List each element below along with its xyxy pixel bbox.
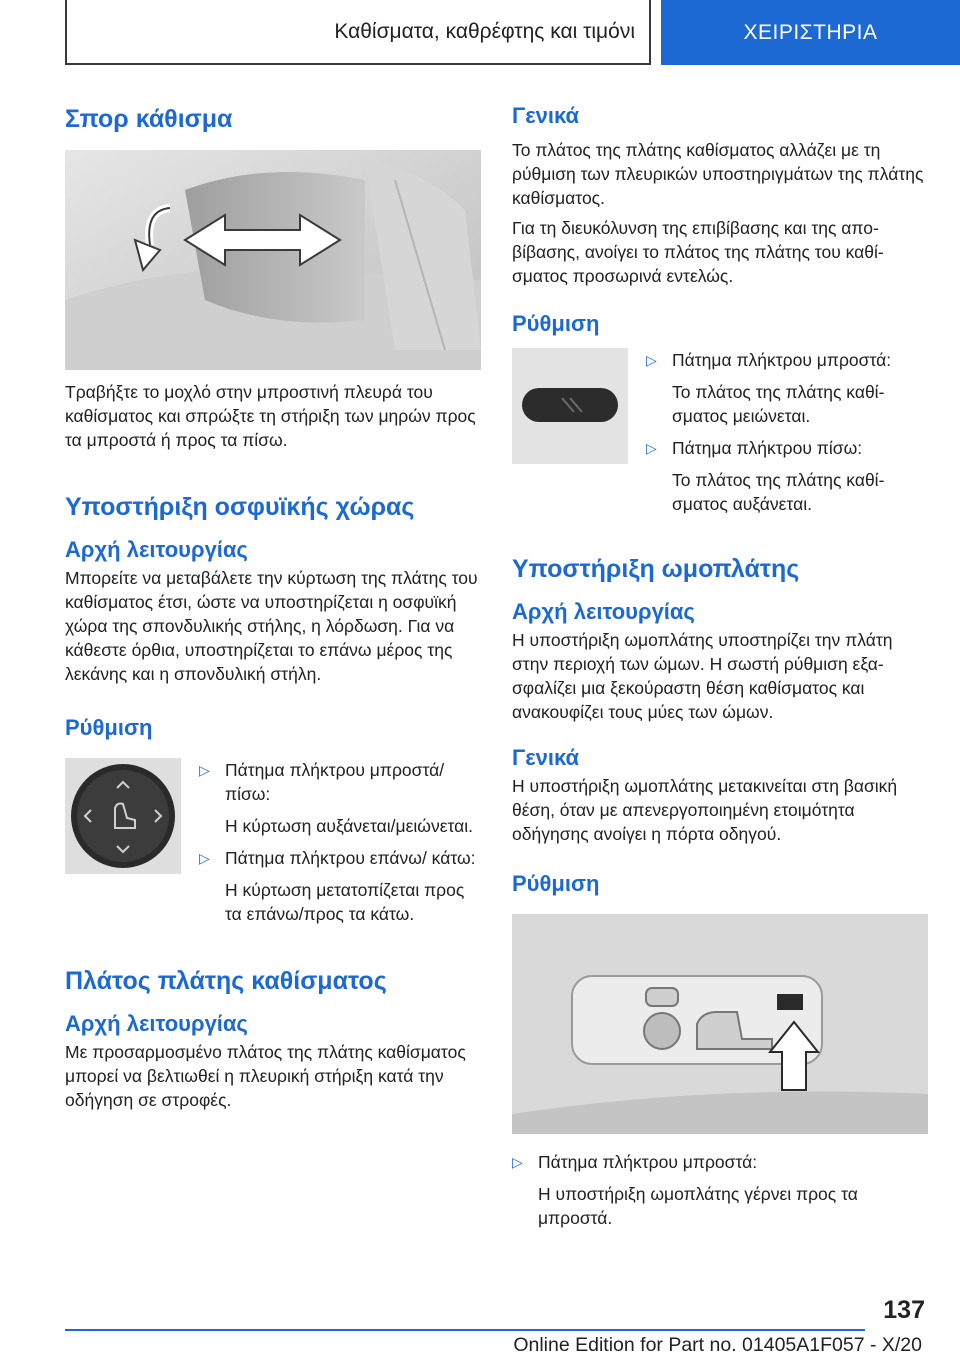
step-result: Η υποστήριξη ωμοπλάτης γέρνει προς τα μπροστά. — [538, 1184, 858, 1228]
shoulder-principle-heading: Αρχή λειτουργίας — [512, 599, 695, 624]
shoulder-heading: Υποστήριξη ωμοπλάτης — [512, 555, 800, 583]
list-item — [512, 1150, 928, 1230]
lumbar-principle-text: Μπορείτε να μεταβάλετε την κύρτωση της πλάτης του καθίσματος έτσι, ώστε να υποστηρίζεται η οσφυϊκή χώρα της σπονδυλικής στήλης, η λόρδωση. Για να κάθεστε όρθια, υποστηρίζεται το επάνω μέρος της λεκάνης και η σπονδυλική στήλη. — [65, 568, 478, 684]
footer-divider — [65, 1329, 865, 1331]
sport-seat-heading: Σπορ κάθισμα — [65, 105, 233, 133]
triangle-bullet-icon: ▷ — [199, 762, 210, 778]
general-text-1: Το πλάτος της πλάτης καθίσματος αλλάζει με τη ρύθμιση των πλευρικών υποστηριγμάτων της πλάτης καθίσματος. — [512, 140, 924, 208]
shoulder-general-heading: Γενικά — [512, 745, 580, 770]
seat-thigh-support-illustration — [65, 150, 481, 370]
lumbar-steps — [199, 758, 481, 926]
shoulder-general-text: Η υποστήριξη ωμοπλάτης μετακινείται στη βασική θέση, όταν με απενεργοποιημένη ετοιμότητα οδήγησης ανοίγει η πόρτα οδηγού. — [512, 776, 898, 844]
step-action: Πάτημα πλήκτρου επάνω/ κάτω: — [225, 848, 476, 868]
width-instructions — [512, 348, 928, 516]
general-heading: Γενικά — [512, 103, 580, 128]
triangle-bullet-icon: ▷ — [512, 1154, 523, 1170]
list-item — [199, 758, 481, 838]
chapter-title: Καθίσματα, καθρέφτης και τιμόνι — [334, 19, 635, 43]
backrest-principle-text: Με προσαρμοσμένο πλάτος της πλάτης καθίσματος μπορεί να βελτιωθεί η πλευρική στήριξη κατά την οδήγηση σε στροφές. — [65, 1042, 466, 1110]
triangle-bullet-icon: ▷ — [646, 440, 657, 456]
shoulder-principle-text: Η υποστήριξη ωμοπλάτης υποστηρίζει την πλάτη στην περιοχή των ώμων. Η σωστή ρύθμιση εξασφαλίζει μια ξεκούραστη θέση καθίσματος και ανακουφίζει τους μύες των ώμων. — [512, 630, 893, 722]
step-action: Πάτημα πλήκτρου μπροστά/ πίσω: — [225, 760, 445, 804]
left-column — [65, 100, 481, 1112]
shoulder-control-photo — [512, 914, 928, 1134]
triangle-bullet-icon: ▷ — [199, 850, 210, 866]
sport-seat-photo — [65, 150, 481, 370]
step-action: Πάτημα πλήκτρου πίσω: — [672, 438, 863, 458]
list-item — [199, 846, 481, 926]
width-control-image — [512, 348, 628, 464]
section-tab — [661, 0, 960, 65]
right-column — [512, 100, 928, 1230]
width-adjust-heading: Ρύθμιση — [512, 311, 600, 336]
chapter-header — [65, 0, 651, 65]
step-result: Το πλάτος της πλάτης καθίσματος μειώνεται. — [672, 382, 885, 426]
four-way-button-icon — [65, 758, 181, 874]
step-result: Η κύρτωση αυξάνεται/μειώνεται. — [225, 816, 474, 836]
triangle-bullet-icon: ▷ — [646, 352, 657, 368]
step-result: Η κύρτωση μετατοπίζεται προς τα επάνω/προς τα κάτω. — [225, 880, 465, 924]
list-item — [646, 348, 928, 428]
lumbar-principle-heading: Αρχή λειτουργίας — [65, 537, 248, 562]
lumbar-instructions — [65, 758, 481, 926]
seat-controls-illustration — [512, 914, 928, 1134]
edition-footer: Online Edition for Part no. 01405A1F057 - X/20 — [513, 1334, 922, 1356]
general-text-2: Για τη διευκόλυνση της επιβίβασης και της αποβίβασης, ανοίγει το πλάτος της πλάτης του καθίσματος προσωρινά εντελώς. — [512, 218, 884, 286]
step-action: Πάτημα πλήκτρου μπροστά: — [538, 1152, 758, 1172]
section-tab-label: ΧΕΙΡΙΣΤΗΡΙΑ — [743, 20, 878, 44]
step-action: Πάτημα πλήκτρου μπροστά: — [672, 350, 892, 370]
lumbar-heading: Υποστήριξη οσφυϊκής χώρας — [65, 493, 415, 521]
lumbar-adjust-heading: Ρύθμιση — [65, 715, 153, 740]
step-result: Το πλάτος της πλάτης καθίσματος αυξάνεται. — [672, 470, 885, 514]
backrest-width-heading: Πλάτος πλάτης καθίσματος — [65, 967, 387, 995]
backrest-principle-heading: Αρχή λειτουργίας — [65, 1011, 248, 1036]
rocker-switch-icon — [512, 348, 628, 464]
list-item — [646, 436, 928, 516]
width-steps — [646, 348, 928, 516]
page-number: 137 — [883, 1296, 925, 1324]
sport-seat-text: Τραβήξτε το μοχλό στην μπροστινή πλευρά του καθίσματος και σπρώξτε τη στήριξη των μηρών προς τα μπροστά ή προς τα πίσω. — [65, 382, 476, 450]
shoulder-adjust-heading: Ρύθμιση — [512, 871, 600, 896]
lumbar-control-image — [65, 758, 181, 874]
